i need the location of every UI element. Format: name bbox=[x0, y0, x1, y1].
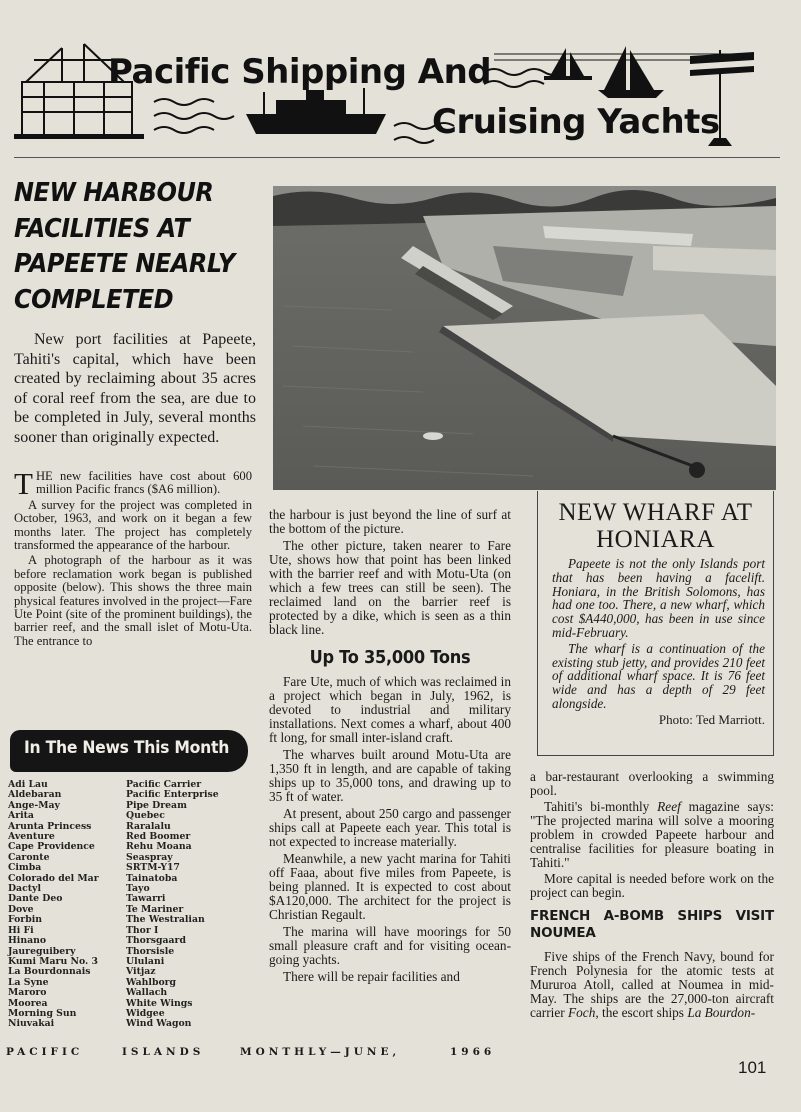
ship-name: Moorea bbox=[8, 997, 48, 1009]
ship-name: Arunta Princess bbox=[8, 820, 92, 832]
article-column-2 bbox=[269, 508, 511, 987]
sidebar-box bbox=[537, 491, 774, 756]
ship-name: Kumi Maru No. 3 bbox=[8, 955, 98, 967]
ship-name: Cimba bbox=[8, 862, 42, 874]
masthead-divider bbox=[14, 157, 780, 158]
article-paragraph: Tahiti's bi-monthly Reef magazine says: "The projected marina will solve a mooring problem in crowded Papeete harbour and centralise facilities for pleasure boating in Tahiti." bbox=[530, 799, 774, 870]
article-headline: NEW HARBOUR FACILITIES AT PAPEETE NEARLY COMPLETED bbox=[14, 178, 235, 315]
ship-name: Cape Providence bbox=[8, 841, 95, 853]
ship-name: Tawarri bbox=[126, 893, 166, 905]
footer-word: MONTHLY—JUNE, bbox=[240, 1046, 401, 1058]
footer-word: ISLANDS bbox=[122, 1046, 205, 1058]
ship-name: Ange-May bbox=[8, 799, 60, 811]
masthead-title-line2: Cruising Yachts bbox=[432, 102, 720, 142]
article-column-1 bbox=[14, 466, 252, 650]
ship-name: Aldebaran bbox=[8, 789, 62, 801]
article-paragraph: More capital is needed before work on the project can begin. bbox=[530, 871, 774, 900]
sidebar-headline: NEW WHARF AT HONIARA bbox=[558, 499, 753, 553]
ship-name: Vitjaz bbox=[126, 966, 156, 978]
ship-name: Morning Sun bbox=[8, 1007, 77, 1019]
article-paragraph: At present, about 250 cargo and passenger ships call at Papeete each year. This total is not expected to increase materially. bbox=[269, 806, 511, 849]
ship-name: Caronte bbox=[8, 851, 50, 863]
ship-name: Jaureguibery bbox=[8, 945, 76, 957]
article-column-3 bbox=[530, 770, 774, 1022]
ship-name: Te Mariner bbox=[126, 903, 184, 915]
drop-cap: T bbox=[14, 466, 33, 501]
ship-name: Thorsisle bbox=[126, 945, 175, 957]
ship-name: Wallach bbox=[126, 987, 168, 999]
ship-name: Tayo bbox=[126, 883, 150, 895]
harbour-aerial-photo bbox=[273, 186, 776, 490]
ship-name: Wind Wagon bbox=[126, 1018, 192, 1030]
ship-list-right bbox=[126, 780, 244, 1030]
story2-headline: FRENCH A-BOMB SHIPS VISIT NOUMEA bbox=[530, 908, 774, 941]
article-paragraph: The other picture, taken nearer to Fare Ute, shows how that point has been linked with the barrier reef and with Motu-Uta (on which a few trees can still be seen). The reclaimed land on the barrier reef is protected by a dike, which is seen as a thin black line. bbox=[269, 538, 511, 637]
article-paragraph: Meanwhile, a new yacht marina for Tahiti off Faaa, about five miles from Papeete, is being planned. It is expected to cost about $A120,000. The architect for the project is Christian Regault. bbox=[269, 851, 511, 922]
article-paragraph: The marina will have moorings for 50 small pleasure craft and for visiting ocean-going yachts. bbox=[269, 924, 511, 967]
ship-name: Widgee bbox=[126, 1007, 165, 1019]
ship-name: Pipe Dream bbox=[126, 799, 187, 811]
ship-name: White Wings bbox=[126, 997, 193, 1009]
sidebar-paragraph: The wharf is a continuation of the existing stub jetty, and provides 210 feet of additional wharf space. It is 76 feet wide and has a depth of 29 feet alongside. bbox=[552, 640, 765, 711]
footer-word: PACIFIC bbox=[6, 1046, 84, 1058]
article-paragraph: Five ships of the French Navy, bound for French Polynesia for the atomic tests at Mururoa Atoll, called at Noumea in mid-May. The ships are the 27,000-ton aircraft carrier Foch, the escort ships La Bourdon- bbox=[530, 949, 774, 1020]
ship-name: Adi Lau bbox=[8, 779, 48, 790]
article-paragraph: There will be repair facilities and bbox=[283, 969, 460, 984]
ship-name: Raralalu bbox=[126, 820, 171, 832]
ship-name: Niuvakai bbox=[8, 1018, 55, 1030]
ship-name: Rehu Moana bbox=[126, 841, 192, 853]
ship-name: Pacific Enterprise bbox=[126, 789, 219, 801]
news-banner-title: In The News This Month bbox=[24, 738, 230, 758]
ship-name: Ululani bbox=[126, 955, 165, 967]
ship-list-left bbox=[8, 780, 120, 1030]
ship-name: Colorado del Mar bbox=[8, 872, 99, 884]
ship-name: Wahlborg bbox=[126, 976, 177, 988]
ship-name: Hi Fi bbox=[8, 924, 34, 936]
article-paragraph: the harbour is just beyond the line of surf at the bottom of the picture. bbox=[269, 507, 511, 536]
article-paragraph: Fare Ute, much of which was reclaimed in a project which began in July, 1962, is devoted to industrial and military installations. Next comes a wharf, about 400 ft long, for small inter-island craft. bbox=[269, 674, 511, 745]
ship-name: Pacific Carrier bbox=[126, 779, 202, 790]
ship-name: Maroro bbox=[8, 987, 47, 999]
photo-credit: Photo: Ted Marriott. bbox=[658, 711, 765, 727]
ship-name: Dactyl bbox=[8, 883, 41, 895]
masthead-title-line1: Pacific Shipping And bbox=[108, 52, 492, 92]
article-paragraph: a bar-restaurant overlooking a swimming pool. bbox=[530, 769, 774, 798]
sidebar-paragraph: Papeete is not the only Islands port that has been having a facelift. Honiara, in the British Solomons, has had one too. There, a new wharf, which cost $A440,000, has been in use since mid-February. bbox=[552, 556, 765, 640]
article-standfirst: New port facilities at Papeete, Tahiti's capital, which have been created by reclaiming about 35 acres of coral reef from the sea, are due to be completed in July, several months sooner than originally expected. bbox=[14, 331, 256, 446]
sidebar-body bbox=[538, 557, 773, 727]
ship-name: Quebec bbox=[126, 810, 165, 822]
ship-name: Arita bbox=[8, 810, 34, 822]
ship-name: Hinano bbox=[8, 935, 47, 947]
footer-word: 1966 bbox=[450, 1046, 496, 1058]
ship-name: Dante Deo bbox=[8, 893, 63, 905]
ship-name: Forbin bbox=[8, 914, 42, 926]
ship-name: Red Boomer bbox=[126, 831, 191, 843]
ship-name: The Westralian bbox=[126, 914, 205, 926]
article-subheading: Up To 35,000 Tons bbox=[309, 647, 471, 668]
article-paragraph: THE new facilities have cost about 600 million Pacific francs ($A6 million). bbox=[14, 466, 252, 501]
ship-name: Tainatoba bbox=[126, 872, 178, 884]
ship-name: La Syne bbox=[8, 976, 49, 988]
ship-name: Thorsgaard bbox=[126, 935, 186, 947]
ship-name: Dove bbox=[8, 903, 34, 915]
ship-name: La Bourdonnais bbox=[8, 966, 91, 978]
masthead bbox=[14, 42, 782, 152]
ship-name: Thor I bbox=[126, 924, 159, 936]
page-number: 101 bbox=[738, 1058, 767, 1077]
ship-name: SRTM-Y17 bbox=[126, 862, 180, 874]
ship-name: Aventure bbox=[8, 831, 55, 843]
article-paragraph: A survey for the project was completed in October, 1963, and work on it began a few months later. The project has completely transformed the appearance of the harbour. bbox=[14, 497, 252, 553]
article-paragraph: The wharves built around Motu-Uta are 1,350 ft in length, and are capable of taking ships up to 35,000 tons, and drawing up to 35 ft of water. bbox=[269, 747, 511, 804]
ship-name: Seaspray bbox=[126, 851, 173, 863]
article-paragraph: A photograph of the harbour as it was before reclamation work began is published opposite (below). This shows the three main physical features involved in the project—Fare Ute Point (site of the prominent buildings), the barrier reef, and the small islet of Motu-Uta. The entrance to bbox=[14, 553, 252, 648]
